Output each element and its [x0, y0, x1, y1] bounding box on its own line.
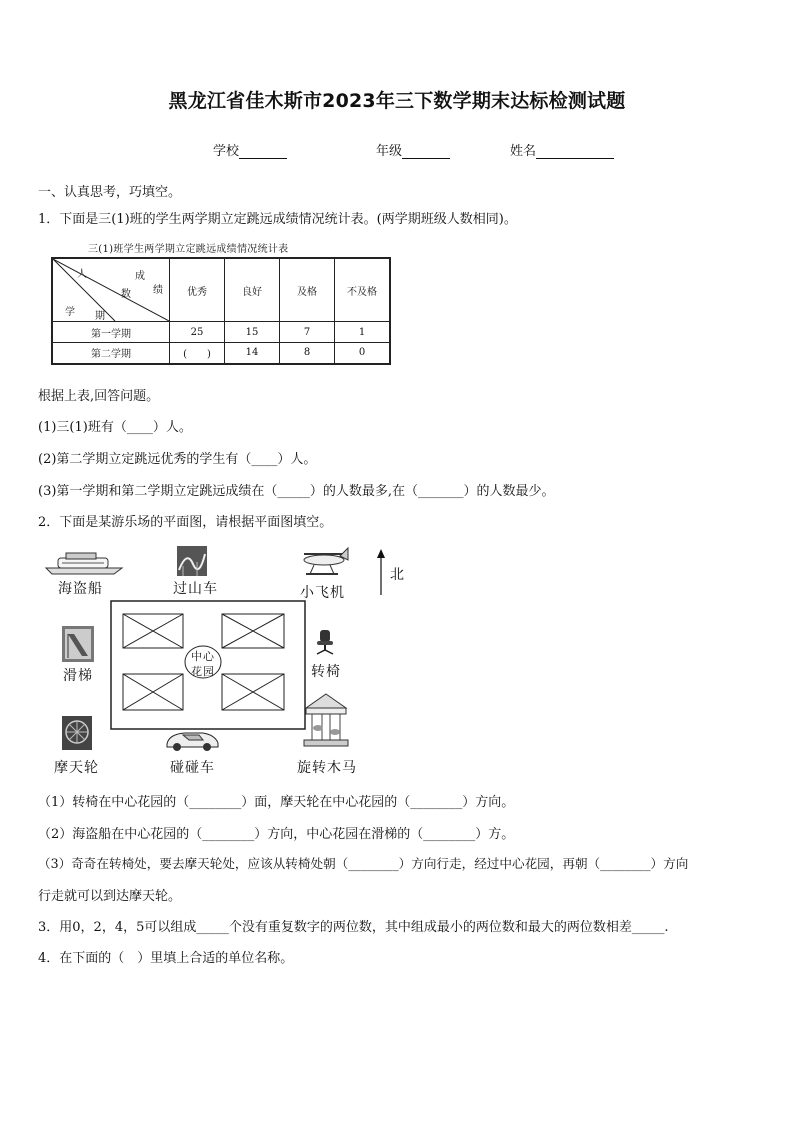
table-cell: 14 [225, 343, 280, 364]
table-header-cell: 及格 [280, 258, 335, 322]
corner-label: 绩 [153, 285, 163, 296]
corner-label: 成 [135, 271, 145, 282]
section-heading: 一、认真思考，巧填空。 [38, 185, 182, 200]
small-plane-icon [300, 544, 350, 582]
swivel-chair-label: 转椅 [311, 664, 341, 680]
table-corner-cell [52, 258, 170, 322]
q2-sub-3-line-2: 行走就可以到达摩天轮。 [38, 889, 182, 904]
q2-sub-2: （2）海盗船在中心花园的（________）方向，中心花园在滑梯的（________）方。 [38, 827, 515, 842]
q1-sub-3: (3)第一学期和第二学期立定跳远成绩在（_____）的人数最多,在（_______）的人数最少。 [38, 484, 555, 499]
table-header-cell: 不及格 [335, 258, 391, 322]
pirate-ship-label: 海盗船 [58, 581, 103, 597]
table-cell-blank[interactable]: ( ) [170, 343, 225, 364]
name-label: 姓名 [510, 144, 537, 159]
slide-icon [62, 626, 94, 666]
table-row [52, 322, 390, 343]
table-cell: 8 [280, 343, 335, 364]
north-label: 北 [390, 567, 405, 583]
q1-sub-2: (2)第二学期立定跳远优秀的学生有（____）人。 [38, 452, 317, 467]
table-header-cell: 良好 [225, 258, 280, 322]
row-label: 第二学期 [52, 343, 170, 364]
table-row [52, 343, 390, 364]
q2-sub-3-line-1: （3）奇奇在转椅处，要去摩天轮处，应该从转椅处朝（________）方向行走，经过中心花园，再朝（________）方向 [38, 856, 689, 871]
table-cell: 0 [335, 343, 391, 364]
north-arrow-icon [376, 548, 386, 600]
name-field [510, 140, 614, 159]
ferris-wheel-icon [62, 716, 92, 754]
grade-label: 年级 [376, 144, 403, 159]
center-garden-label-1: 中心 [191, 650, 215, 663]
carousel-label: 旋转木马 [297, 760, 357, 776]
school-blank[interactable] [239, 144, 287, 159]
question-4-text: 4．在下面的（ ）里填上合适的单位名称。 [38, 951, 294, 966]
question-1-text: 1．下面是三(1)班的学生两学期立定跳远成绩情况统计表。(两学期班级人数相同)。 [38, 212, 517, 227]
corner-label: 学 [65, 307, 75, 318]
pirate-ship-icon [44, 550, 124, 580]
table-cell: 7 [280, 322, 335, 343]
school-label: 学校 [213, 144, 240, 159]
score-table [51, 257, 391, 365]
slide-label: 滑梯 [63, 668, 93, 684]
corner-label: 期 [95, 311, 105, 322]
corner-label: 人 [77, 269, 87, 280]
roller-coaster-label: 过山车 [173, 581, 218, 597]
grade-blank[interactable] [402, 144, 450, 159]
ferris-wheel-label: 摩天轮 [54, 760, 99, 776]
bumper-car-label: 碰碰车 [170, 760, 215, 776]
school-field [213, 140, 287, 159]
small-plane-label: 小飞机 [300, 585, 345, 601]
grade-field [376, 140, 450, 159]
table-cell: 15 [225, 322, 280, 343]
corner-label: 数 [121, 289, 131, 300]
question-2-text: 2．下面是某游乐场的平面图，请根据平面图填空。 [38, 515, 333, 530]
name-blank[interactable] [536, 144, 614, 159]
bumper-car-icon [163, 728, 221, 756]
q1-prompt: 根据上表,回答问题。 [38, 389, 160, 404]
table-cell: 1 [335, 322, 391, 343]
question-3-text: 3．用0，2，4，5可以组成_____个没有重复数字的两位数，其中组成最小的两位数和最大的两位数相差_____. [38, 920, 669, 935]
table-cell: 25 [170, 322, 225, 343]
row-label: 第一学期 [52, 322, 170, 343]
q2-sub-1: （1）转椅在中心花园的（________）面，摩天轮在中心花园的（________）方向。 [38, 795, 515, 810]
q1-sub-1: (1)三(1)班有（____）人。 [38, 420, 192, 435]
center-garden-label-2: 花园 [191, 665, 215, 678]
carousel-icon [302, 692, 350, 754]
table-header-cell: 优秀 [170, 258, 225, 322]
page-title: 黑龙江省佳木斯市2023年三下数学期末达标检测试题 [168, 90, 626, 112]
swivel-chair-icon [314, 628, 336, 660]
table-caption: 三(1)班学生两学期立定跳远成绩情况统计表 [88, 244, 289, 255]
roller-coaster-icon [177, 546, 207, 580]
